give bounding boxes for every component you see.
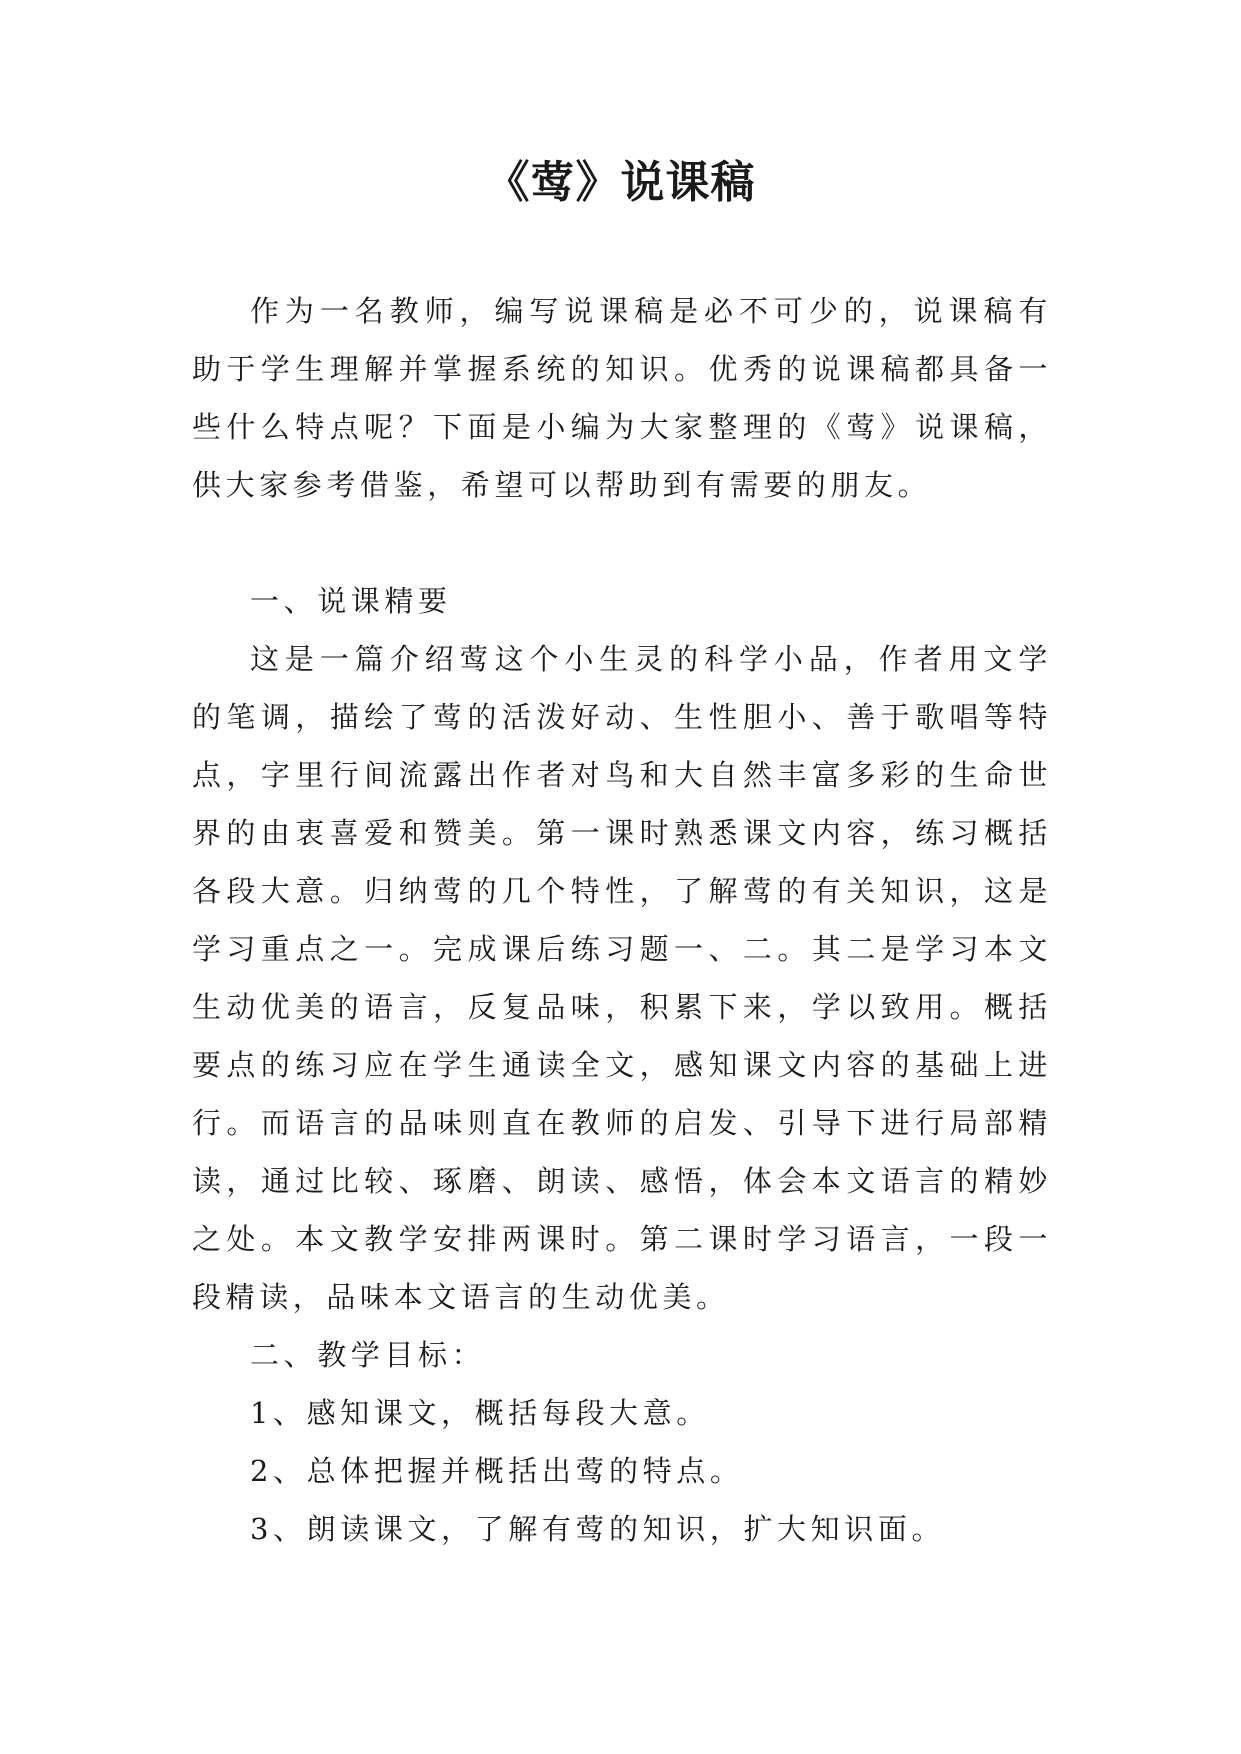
document-title: 《莺》说课稿 [485,157,756,208]
document-body [192,282,1052,1558]
paragraph-gap [192,514,1052,572]
section-1-paragraph: 这是一篇介绍莺这个小生灵的科学小品，作者用文学的笔调，描绘了莺的活泼好动、生性胆小、善于歌唱等特点，字里行间流露出作者对鸟和大自然丰富多彩的生命世界的由衷喜爱和赞美。第一课时熟悉课文内容，练习概括各段大意。归纳莺的几个特性，了解莺的有关知识，这是学习重点之一。完成课后练习题一、二。其二是学习本文生动优美的语言，反复品味，积累下来，学以致用。概括要点的练习应在学生通读全文，感知课文内容的基础上进行。而语言的品味则直在教师的启发、引导下进行局部精读，通过比较、琢磨、朗读、感悟，体会本文语言的精妙之处。本文教学安排两课时。第二课时学习语言，一段一段精读，品味本文语言的生动优美。 [192,642,1052,1314]
objective-item-2: 2、总体把握并概括出莺的特点。 [250,1454,744,1488]
intro-paragraph: 作为一名教师，编写说课稿是必不可少的，说课稿有助于学生理解并掌握系统的知识。优秀的说课稿都具备一些什么特点呢？下面是小编为大家整理的《莺》说课稿，供大家参考借鉴，希望可以帮助到有需要的朋友。 [192,294,1052,502]
section-heading-1: 一、说课精要 [250,584,452,618]
objective-item-1: 1、感知课文，概括每段大意。 [250,1396,710,1430]
objective-item-3: 3、朗读课文，了解有莺的知识，扩大知识面。 [250,1512,946,1546]
section-heading-2: 二、教学目标： [250,1338,486,1372]
